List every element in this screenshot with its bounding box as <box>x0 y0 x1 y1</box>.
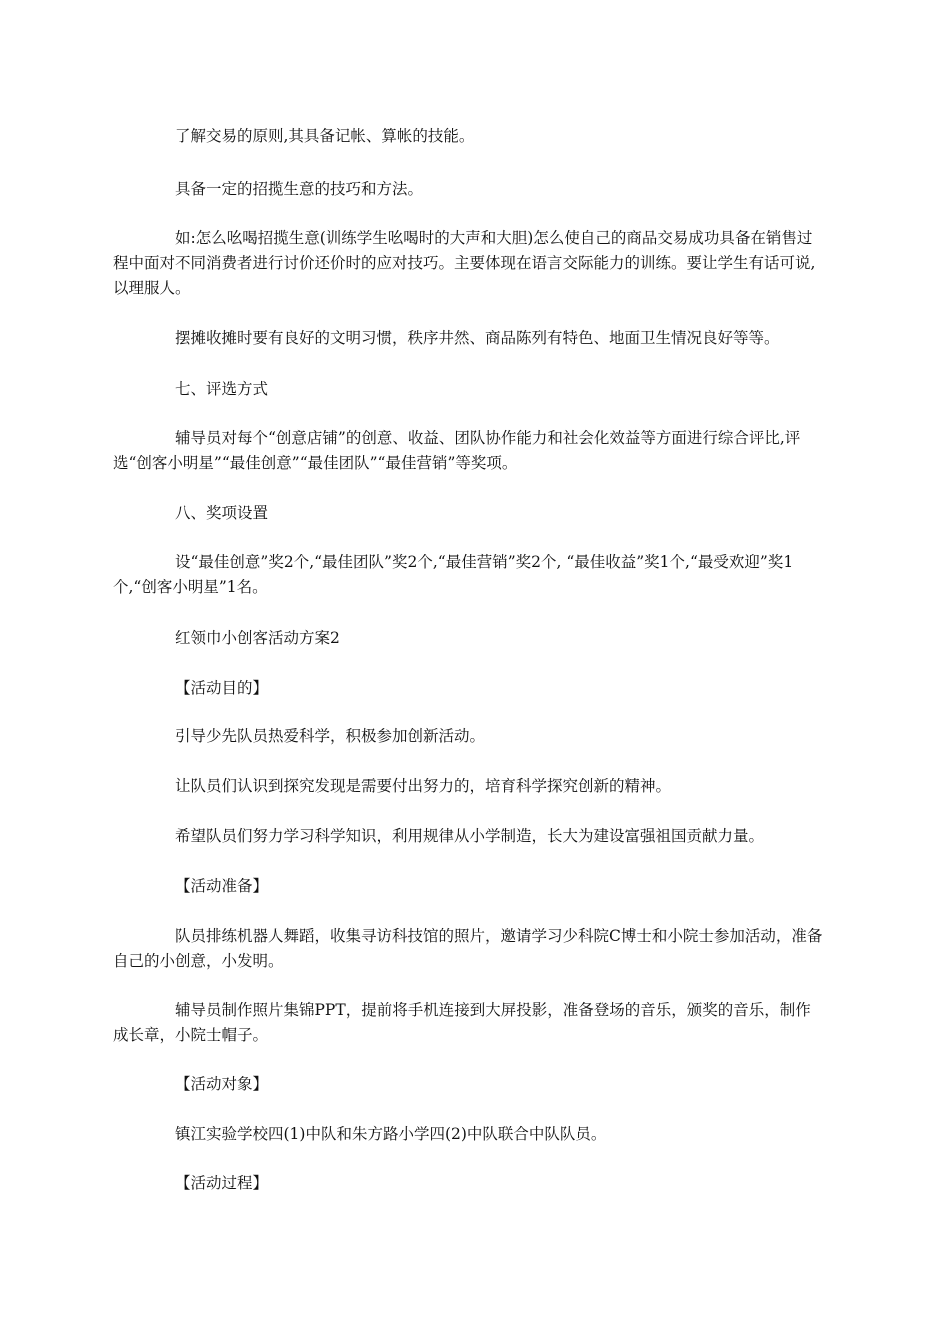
paragraph-sales-skills: 具备一定的招揽生意的技巧和方法。 <box>175 180 424 198</box>
paragraph-purpose-3: 希望队员们努力学习科学知识，利用规律从小学制造，长大为建设富强祖国贡献力量。 <box>175 827 765 845</box>
paragraph-evaluation-method: 辅导员对每个“创意店铺”的创意、收益、团队协作能力和社会化效益等方面进行综合评比,评选“创客小明星”“最佳创意”“最佳团队”“最佳营销”等奖项。 <box>113 429 801 472</box>
section-heading-purpose: 【活动目的】 <box>175 679 269 697</box>
paragraph-trade-principles: 了解交易的原则,其具备记帐、算帐的技能。 <box>175 127 475 145</box>
paragraph-stall-habits: 摆摊收摊时要有良好的文明习惯，秩序井然、商品陈列有特色、地面卫生情况良好等等。 <box>175 329 780 347</box>
section-heading-process: 【活动过程】 <box>175 1174 269 1192</box>
paragraph-purpose-2: 让队员们认识到探究发现是需要付出努力的，培育科学探究创新的精神。 <box>175 777 672 795</box>
section-heading-awards: 八、奖项设置 <box>175 504 269 522</box>
paragraph-example-hawking: 如:怎么吆喝招揽生意(训练学生吆喝时的大声和大胆)怎么使自己的商品交易成功具备在销售过程中面对不同消费者进行讨价还价时的应对技巧。主要体现在语言交际能力的训练。要让学生有话可说,以理服人。 <box>113 229 816 297</box>
section-heading-preparation: 【活动准备】 <box>175 877 269 895</box>
paragraph-participants: 镇江实验学校四(1)中队和朱方路小学四(2)中队联合中队队员。 <box>175 1125 607 1143</box>
plan-title: 红领巾小创客活动方案2 <box>175 629 340 647</box>
paragraph-preparation-members: 队员排练机器人舞蹈，收集寻访科技馆的照片，邀请学习少科院C博士和小院士参加活动，准备自己的小创意，小发明。 <box>113 927 823 970</box>
section-heading-evaluation: 七、评选方式 <box>175 380 269 398</box>
paragraph-award-settings: 设“最佳创意”奖2个,“最佳团队”奖2个,“最佳营销”奖2个, “最佳收益”奖1个,“最受欢迎”奖1个,“创客小明星”1名。 <box>113 553 794 596</box>
paragraph-purpose-1: 引导少先队员热爱科学，积极参加创新活动。 <box>175 727 486 745</box>
paragraph-preparation-counselor: 辅导员制作照片集锦PPT，提前将手机连接到大屏投影，准备登场的音乐，颁奖的音乐，制作成长章，小院士帽子。 <box>113 1001 811 1044</box>
section-heading-participants: 【活动对象】 <box>175 1075 269 1093</box>
